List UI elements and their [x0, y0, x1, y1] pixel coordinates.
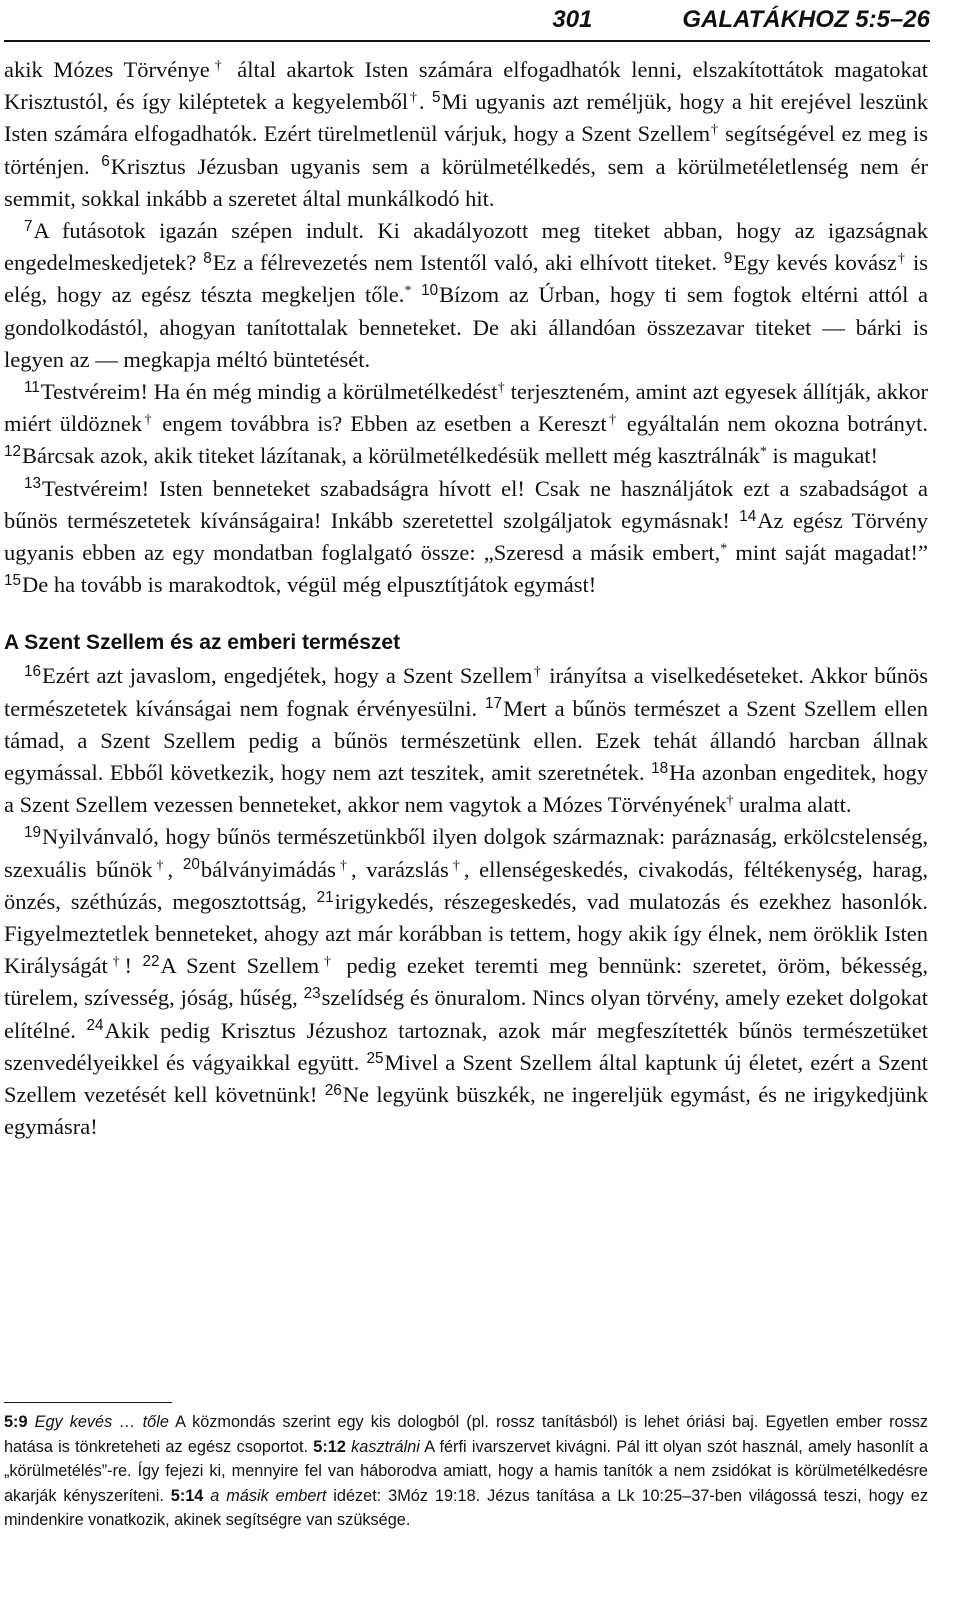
- glossary-marker: †: [726, 793, 734, 809]
- glossary-marker: †: [448, 858, 464, 873]
- footnote-reference: 5:14: [170, 1486, 204, 1505]
- scripture-paragraph: [4, 54, 928, 215]
- text-run: Ne legyünk büszkék, ne ingereljük egymást, és ne irigykedjünk egymásra!: [4, 1082, 928, 1140]
- footnote-term: kasztrálni: [351, 1437, 420, 1456]
- glossary-marker: †: [710, 122, 719, 138]
- scripture-paragraph: [4, 376, 928, 473]
- verse-number: 10: [421, 282, 439, 300]
- scripture-paragraph: [4, 660, 928, 821]
- running-title: GALATÁKHOZ 5:5–26: [682, 6, 930, 33]
- verse-number: 11: [24, 378, 40, 396]
- text-run: Ezért azt javaslom, engedjétek, hogy a Szent Szellem: [42, 663, 533, 689]
- verse-number: 5: [431, 88, 441, 106]
- verse-number: 22: [142, 952, 160, 970]
- glossary-marker: †: [606, 412, 619, 428]
- text-run: Krisztus Jézusban ugyanis sem a körülmetélkedés, sem a körülmetéletlenség nem ér semmit, sokkal inkább a szeretet által munkálkodó hit.: [4, 153, 928, 211]
- footnote-term: a másik embert: [210, 1486, 327, 1505]
- text-run: A futásotok igazán szépen indult. Ki akadályozott meg titeket abban, hogy az igazságnak engedelmeskedjetek?: [4, 218, 928, 276]
- text-run: A közmondás szerint egy kis dologból (pl. rossz tanításból) is lehet óriási baj. Egyetlen ember rossz hatása is tönkreteheti az egész csoportot.: [4, 1413, 928, 1456]
- verse-number: 17: [485, 695, 503, 713]
- footnote-rule: [4, 1402, 172, 1403]
- text-run: Mivel a Szent Szellem által kaptunk új életet, ezért a Szent Szellem vezetését kell követnünk!: [4, 1049, 928, 1108]
- text-run: Mert a bűnös természet a Szent Szellem ellen támad, a Szent Szellem pedig a bűnös természetünk ellen. Ezek tehát állandó harcban állnak egymással. Ebből következik, hogy nem azt teszitek, amit szeretnétek.: [4, 695, 928, 786]
- verse-number: 26: [324, 1081, 342, 1099]
- scripture-paragraph: [4, 821, 928, 1143]
- scripture-body: [4, 54, 928, 1144]
- verse-number: 16: [24, 663, 42, 681]
- text-run: [28, 1413, 35, 1431]
- page-number: 301: [552, 6, 593, 33]
- text-run: , ellenségeskedés, civakodás, féltékenység, harag, önzés, széthúzás, megosztottság,: [4, 856, 929, 914]
- text-run: !: [124, 953, 143, 979]
- text-run: Testvéreim! Ha én még mindig a körülmetélkedést: [40, 379, 498, 405]
- glossary-marker: †: [152, 858, 168, 873]
- verse-number: 7: [24, 217, 33, 235]
- verse-number: 25: [366, 1049, 384, 1067]
- text-run: idézet: 3Móz 19:18. Jézus tanítása a Lk 10:25–37-ben világossá teszi, hogy ez mindenkire vonatkozik, akinek segítségre van szüksége.: [4, 1486, 928, 1530]
- text-run: Bárcsak azok, akik titeket lázítanak, a körülmetélkedésük mellett még kasztrálnák: [22, 443, 760, 469]
- text-run: uralma alatt.: [733, 792, 852, 818]
- section-heading: A Szent Szellem és az emberi természet: [4, 631, 401, 655]
- text-run: is magukat!: [766, 443, 879, 469]
- text-run: Az egész Törvény ugyanis ebben az egy mondatban foglalgató össze: „Szeresd a másik embert,: [4, 507, 928, 566]
- text-run: pedig ezeket teremti meg bennünk: szeretet, öröm, békesség, türelem, szívesség, jóság, hűség,: [4, 953, 929, 1011]
- footnotes: [4, 1410, 928, 1533]
- verse-number: 13: [24, 475, 42, 493]
- text-run: ,: [167, 856, 183, 882]
- verse-number: 8: [203, 249, 212, 267]
- glossary-marker: †: [142, 412, 155, 428]
- footnote-paragraph: [4, 1410, 928, 1533]
- text-run: Akik pedig Krisztus Jézushoz tartoznak, azok már megfeszítették bűnös természetüket szenvedélyeikkel és vágyaikkal együtt.: [4, 1017, 928, 1075]
- text-run: segítségével ez meg is történjen.: [4, 121, 928, 179]
- footnote-term: Egy kevés … tőle: [34, 1413, 169, 1431]
- text-run: Mi ugyanis azt reméljük, hogy a hit erejével leszünk Isten számára elfogadhatók. Ezért türelmetlenül várjuk, hogy a Szent Szellem: [4, 89, 929, 147]
- text-run: szelídség és önuralom. Nincs olyan törvény, amely ezeket dolgokat elítélné.: [4, 985, 928, 1043]
- running-head: [552, 6, 930, 34]
- text-run: , varázslás: [350, 856, 449, 882]
- verse-number: 9: [723, 249, 733, 267]
- text-run: irigykedés, részegeskedés, vad mulatozás és ezekhez hasonlók. Figyelmeztetlek benneteket, ahogy azt már korábban is tettem, hogy akik így élnek, nem öröklik Isten Királyságát: [4, 888, 928, 979]
- text-run: is elég, hogy az egész tészta megkeljen tőle.: [4, 250, 928, 308]
- footnote-reference: 5:9: [4, 1413, 28, 1431]
- text-run: De ha tovább is marakodtok, végül még elpusztítjátok egymást!: [22, 572, 597, 598]
- verse-number: 20: [182, 856, 200, 874]
- glossary-marker: †: [107, 954, 125, 970]
- glossary-marker: †: [319, 954, 336, 970]
- text-run: terjeszteném, amint azt egyesek állítják, akkor miért üldöznek: [4, 379, 929, 437]
- glossary-marker: †: [209, 58, 227, 74]
- text-run: Testvéreim! Isten benneteket szabadságra hívott el! Csak ne használjátok ezt a szabadságot a bűnös természetetek kívánságaira! Inkább szeretettel szolgáljatok egymásnak!: [4, 475, 928, 533]
- header-rule: [4, 40, 930, 42]
- verse-number: 6: [101, 153, 110, 171]
- scripture-paragraph: [4, 215, 928, 376]
- text-run: mint saját magadat!”: [727, 540, 928, 566]
- text-run: A Szent Szellem: [160, 953, 320, 979]
- glossary-marker: †: [408, 90, 419, 106]
- verse-number: 23: [303, 985, 321, 1003]
- verse-number: 14: [739, 507, 757, 525]
- scripture-paragraph: [4, 473, 928, 602]
- text-run: Ha azonban engeditek, hogy a Szent Szellem vezessen benneteket, akkor nem vagytok a Mózes Törvényének: [4, 760, 928, 818]
- verse-number: 21: [316, 888, 334, 906]
- text-run: egyáltalán nem okozna botrányt.: [618, 411, 928, 437]
- verse-number: 12: [4, 443, 22, 461]
- text-run: akik Mózes Törvénye: [4, 57, 210, 82]
- text-run: Egy kevés kovász: [733, 250, 897, 276]
- text-run: bálványimádás: [200, 856, 336, 882]
- text-run: Bízom az Úrban, hogy ti sem fogtok eltérni attól a gondolkodástól, ahogyan tanítottalak benneteket. De aki állandóan összezavar titeket — bárki is legyen az — megkapja méltó büntetését.: [4, 282, 929, 372]
- text-run: által akartok Isten számára elfogadhatók lenni, elszakítottátok magatokat Krisztustól, és így kiléptetek a kegyelemből: [4, 57, 928, 115]
- text-run: [411, 282, 421, 307]
- verse-number: 18: [651, 759, 669, 777]
- glossary-marker: †: [497, 380, 505, 396]
- text-run: Nyilvánvaló, hogy bűnös természetünkből ilyen dolgok származnak: paráznaság, erkölcstelenség, szexuális bűnök: [4, 824, 928, 882]
- footnote-reference: 5:12: [313, 1437, 346, 1456]
- text-run: .: [418, 89, 432, 115]
- text-run: Ez a félrevezetés nem Istentől való, aki elhívott titeket.: [212, 250, 724, 276]
- verse-number: 15: [4, 571, 22, 589]
- footnote-marker: *: [404, 283, 412, 299]
- verse-number: 24: [86, 1017, 104, 1035]
- glossary-marker: †: [532, 664, 543, 680]
- text-run: engem továbbra is? Ebben az esetben a Kereszt: [154, 411, 607, 437]
- glossary-marker: †: [896, 251, 907, 267]
- verse-number: 19: [24, 824, 42, 842]
- glossary-marker: †: [335, 858, 351, 873]
- text-run: A férfi ivarszervet kivágni. Pál itt olyan szót használ, amely hasonlít a „körülmetélés”-re. Így fejezi ki, mennyire fel van háborodva amiatt, hogy a hamis tanítók a nem zsidókat is körülmetélkedésre akarják kényszeríteni.: [4, 1437, 928, 1505]
- text-run: irányítsa a viselkedéseteket. Akkor bűnös természetetek kívánságai nem fognak érvényesülni.: [4, 663, 928, 721]
- footnote-marker: *: [759, 444, 767, 460]
- footnote-marker: *: [720, 541, 728, 557]
